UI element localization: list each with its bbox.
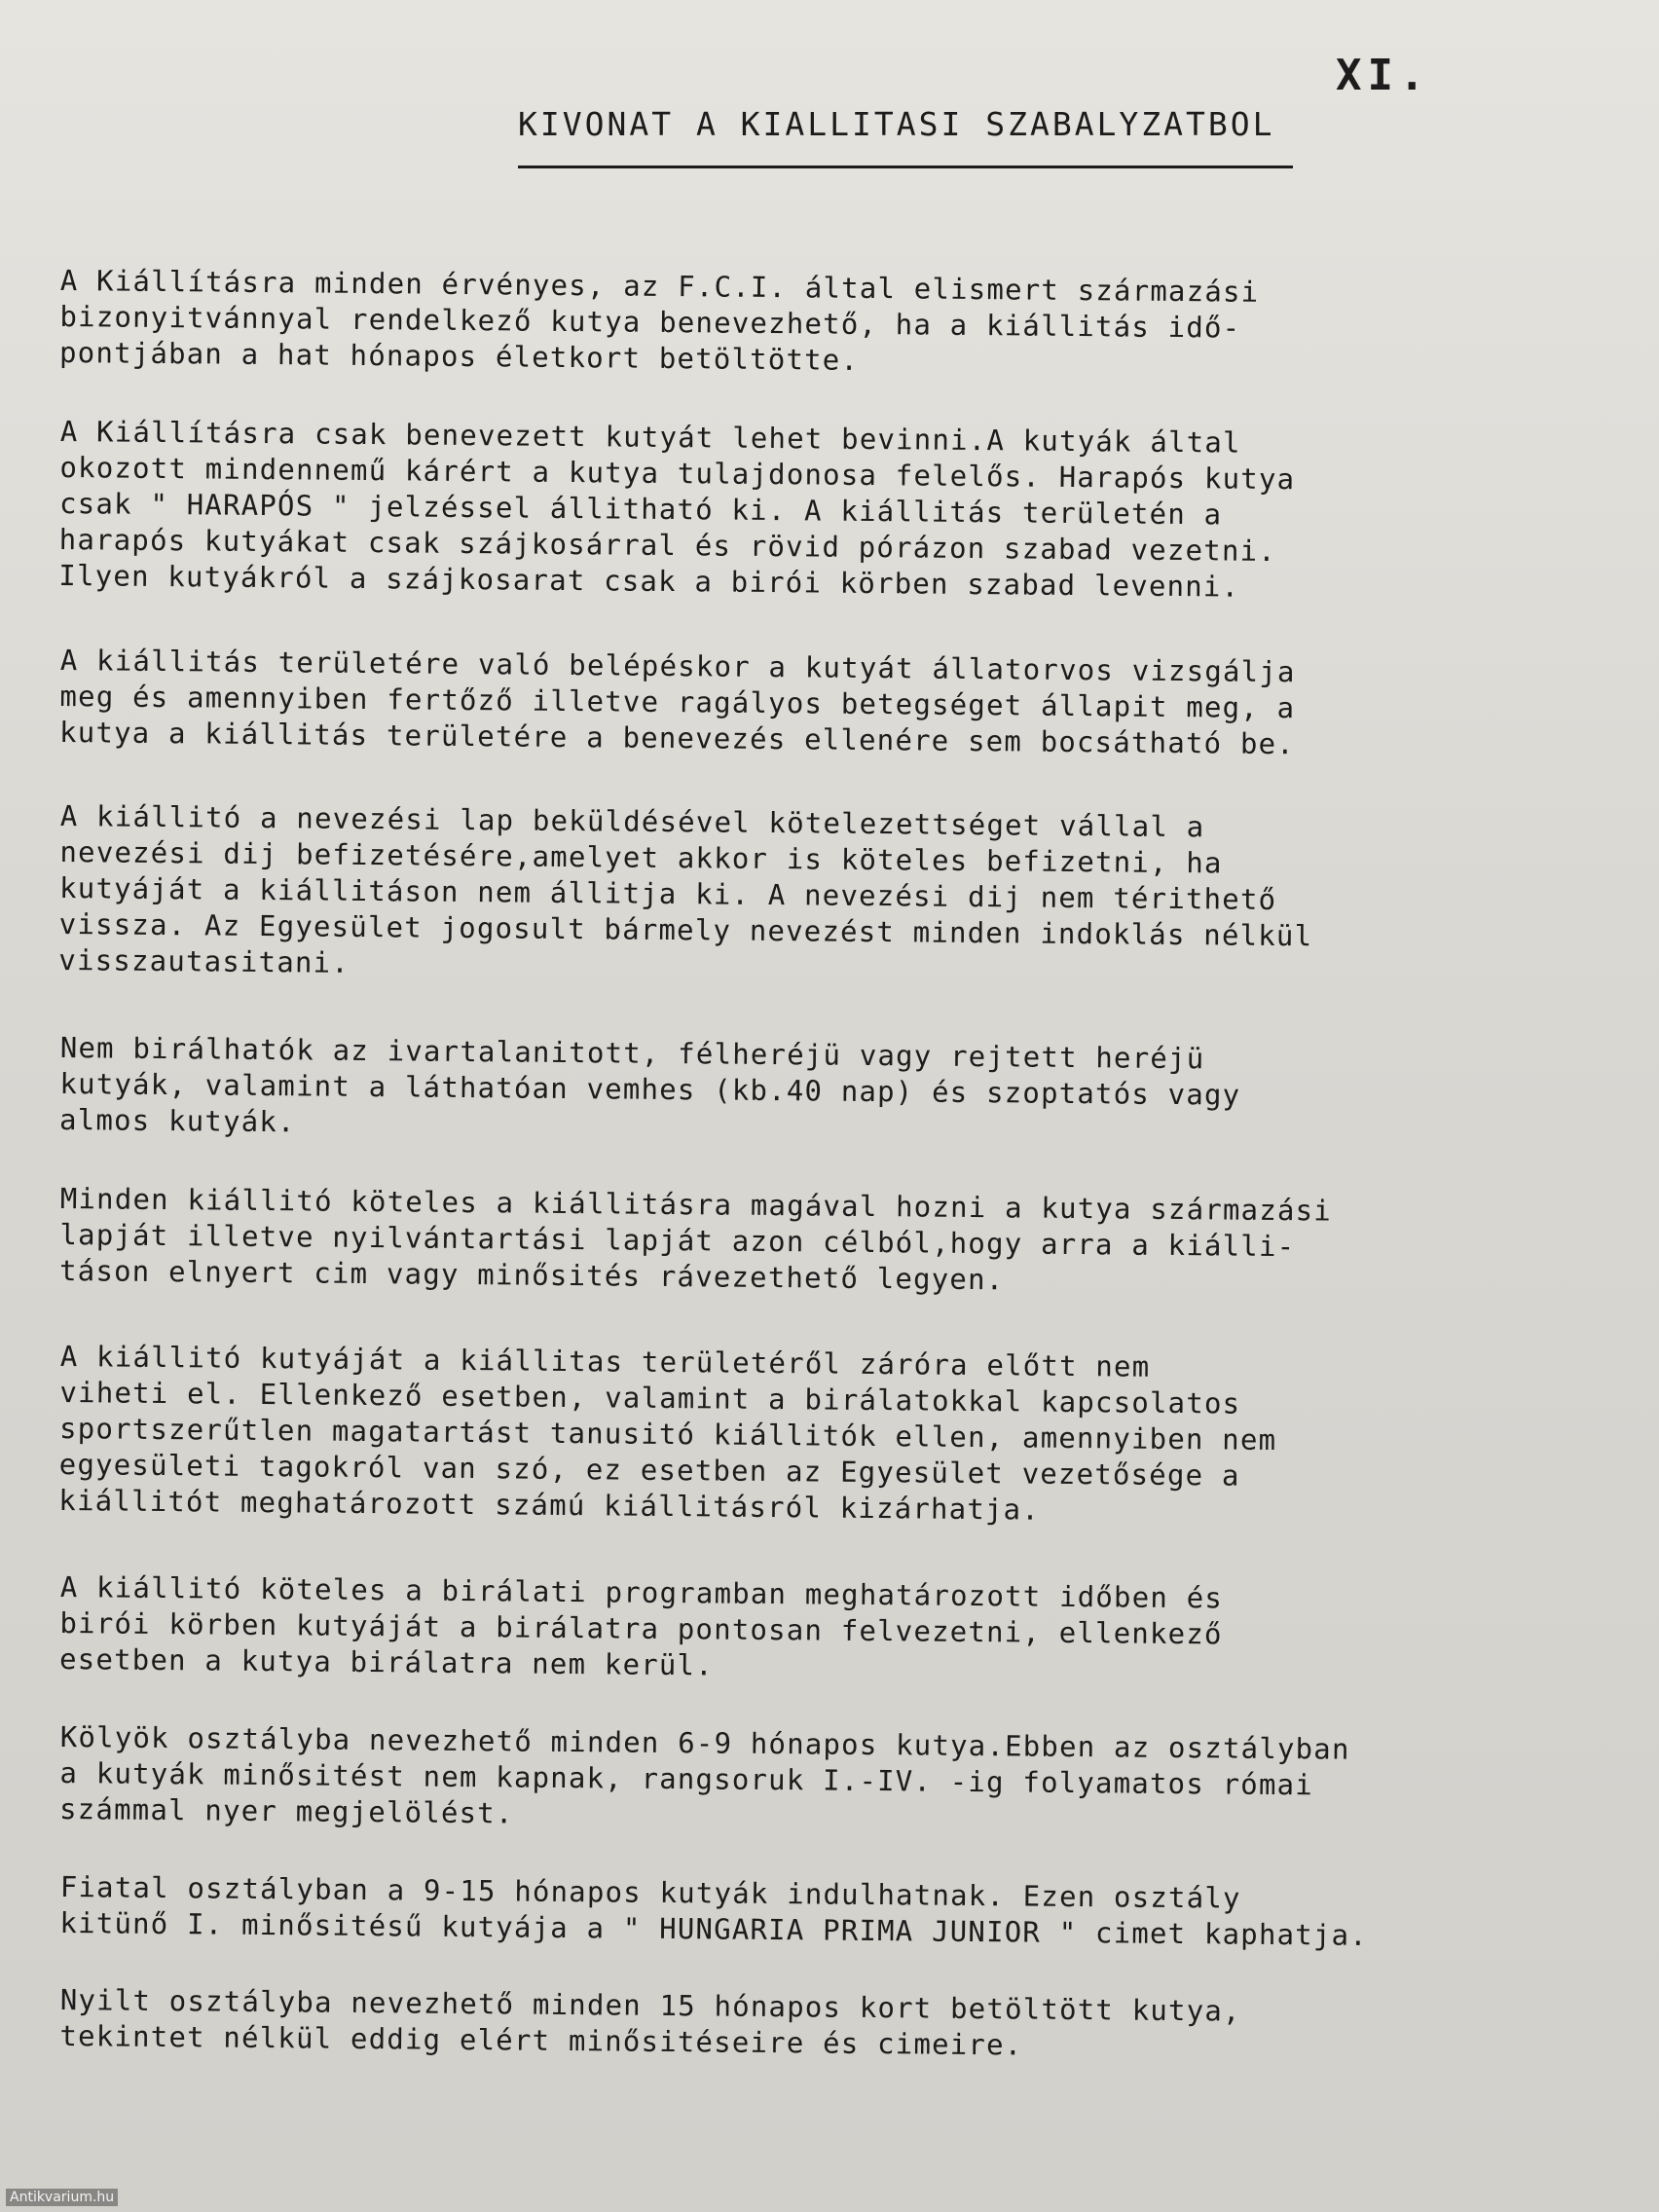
paragraph-1: A Kiállításra minden érvényes, az F.C.I. által elismert származási bizonyitvánnyal rendelkező kutya benevezhető, ha a kiállitás idő- pontjában a hat hónapos életkort betöltötte. (58, 263, 1260, 377)
paragraph-4: A kiállitó a nevezési lap beküldésével kötelezettséget vállal a nevezési dij befizetésére,amelyet akkor is köteles befizetni, ha kutyáját a kiállitáson nem állitja ki. A nevezési dij nem térithető vissza. Az Egyesület jogosult bármely nevezést minden indoklás nélkül visszautasitani. (58, 798, 1313, 979)
paragraph-8: A kiállitó köteles a birálati programban meghatározott időben és birói körben kutyáját a birálatra pontosan felvezetni, ellenkező esetben a kutya birálatra nem kerül. (58, 1570, 1224, 1682)
paragraph-2: A Kiállításra csak benevezett kutyát lehet bevinni.A kutyák által okozott mindennemű kárért a kutya tulajdonosa felelős. Harapós kutya csak " HARAPÓS " jelzéssel állitható ki. A kiállitás területén a harapós kutyákat csak szájkosárral és rövid pórázon szabad vezetni. Ilyen kutyákról a szájkosarat csak a birói körben szabad levenni. (58, 414, 1296, 604)
paragraph-7: A kiállitó kutyáját a kiállitas területéről záróra előtt nem viheti el. Ellenkező esetben, valamint a birálatokkal kapcsolatos sportszerűtlen magatartást tanusitó kiállitók ellen, amennyiben nem egyesületi tagokról van szó, ez esetben az Egyesület vezetősége a kiállitót meghatározott számú kiállitásról kizárhatja. (58, 1340, 1277, 1527)
paragraph-11: Nyilt osztályba nevezhető minden 15 hónapos kort betöltött kutya, tekintet nélkül eddig elért minősitéseire és cimeire. (59, 1983, 1241, 2062)
paragraph-6: Minden kiállitó köteles a kiállitásra magával hozni a kutya származási lapját illetve nyilvántartási lapját azon célból,hogy arra a kiálli- táson elnyert cim vagy minősités rávezethető legyen. (58, 1182, 1333, 1297)
paragraph-5: Nem birálhatók az ivartalanitott, félheréjü vagy rejtett heréjü kutyák, valamint a láthatóan vemhes (kb.40 nap) és szoptatós vagy almos kutyák. (58, 1031, 1241, 1139)
title-underline (518, 166, 1293, 168)
watermark: Antikvarium.hu (6, 2189, 118, 2206)
paragraph-3: A kiállitás területére való belépéskor a kutyát állatorvos vizsgálja meg és amennyiben fertőző illetve ragályos betegséget állapit meg, a kutya a kiállitás területére a benevezés ellenére sem bocsátható be. (58, 643, 1296, 761)
paragraph-9: Kölyök osztályba nevezhető minden 6-9 hónapos kutya.Ebben az osztályban a kutyák minősitést nem kapnak, rangsoruk I.-IV. -ig folyamatos római számmal nyer megjelölést. (58, 1720, 1350, 1830)
document-title: KIVONAT A KIALLITASI SZABALYZATBOL (518, 105, 1275, 143)
page-number: XI. (1336, 51, 1431, 100)
paragraph-10: Fiatal osztályban a 9-15 hónapos kutyák indulhatnak. Ezen osztály kitünő I. minősitésű kutyája a " HUNGARIA PRIMA JUNIOR " cimet kaphatja. (59, 1870, 1369, 1952)
